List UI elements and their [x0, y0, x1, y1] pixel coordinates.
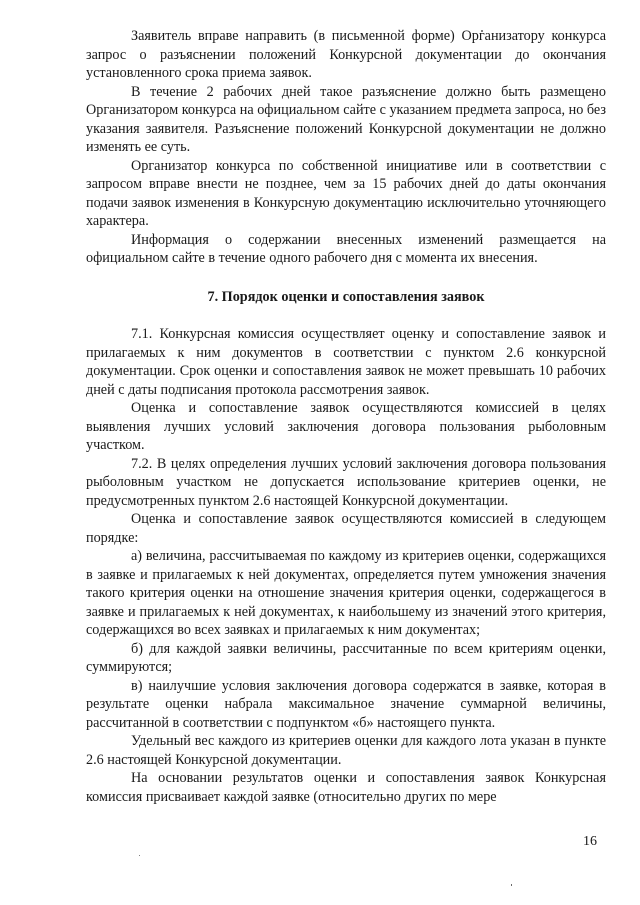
list-item-v: в) наилучшие условия заключения договора содержатся в заявке, которая в результате оценки набрала максимальное значение суммарной величины, рассчитанной в соответствии с подпунктом «б» настоящего пункта. [86, 677, 606, 731]
paragraph-amendments-publication: Информация о содержании внесенных изменений размещается на официальном сайте в течение одного рабочего дня с момента их внесения. [86, 231, 606, 266]
document-body [86, 27, 606, 806]
section-heading: 7. Порядок оценки и сопоставления заявок [207, 288, 485, 305]
page-number: 16 [583, 834, 597, 849]
scan-speck [139, 855, 140, 856]
paragraph-ranking: На основании результатов оценки и сопоставления заявок Конкурсная комиссия присваивает каждой заявке (относительно других по мере [86, 770, 606, 805]
list-item-b: б) для каждой заявки величины, рассчитанные по всем критериям оценки, суммируются; [86, 640, 606, 675]
paragraph-evaluation-order: Оценка и сопоставление заявок осуществляются комиссией в следующем порядке: [86, 511, 606, 546]
paragraph-7-1: 7.1. Конкурсная комиссия осуществляет оценку и сопоставление заявок и прилагаемых к ним документов в соответствии с пунктом 2.6 конкурсной документации. Срок оценки и сопоставления заявок не может превышать 10 рабочих дней с даты подписания протокола рассмотрения заявок. [86, 326, 606, 398]
paragraph-clarification-request: Заявитель вправе направить (в письменной форме) Организатору конкурса запрос о разъяснении положений Конкурсной документации до окончания установленного срока приема заявок. [86, 28, 606, 81]
paragraph-7-2: 7.2. В целях определения лучших условий заключения договора пользования рыболовным участком не допускается использование критериев оценки, не предусмотренных пунктом 2.6 настоящей Конкурсной документации. [86, 455, 606, 509]
paragraph-amendments: Организатор конкурса по собственной инициативе или в соответствии с запросом вправе внести не позднее, чем за 15 рабочих дней до даты окончания подачи заявок изменения в Конкурсную документацию исключительно уточняющего характера. [86, 157, 606, 229]
scan-speck [511, 884, 512, 886]
paragraph-criteria-weight: Удельный вес каждого из критериев оценки для каждого лота указан в пункте 2.6 настоящей Конкурсной документации. [86, 733, 606, 768]
paragraph-evaluation-purpose: Оценка и сопоставление заявок осуществляются комиссией в целях выявления лучших условий заключения договора пользования рыболовным участком. [86, 400, 606, 453]
paragraph-clarification-deadline: В течение 2 рабочих дней такое разъяснение должно быть размещено Организатором конкурса на официальном сайте с указанием предмета запроса, но без указания заявителя. Разъяснение положений Конкурсной документации не должно изменять ее суть. [86, 83, 606, 155]
list-item-a: а) величина, рассчитываемая по каждому из критериев оценки, содержащихся в заявке и прилагаемых к ней документах, определяется путем умножения значения такого критерия оценки на отношение значения критерия оценки, содержащегося в заявке и прилагаемых к ней документах, к наибольшему из значений этого критерия, содержащихся во всех заявках и прилагаемых к ним документах; [86, 548, 606, 638]
